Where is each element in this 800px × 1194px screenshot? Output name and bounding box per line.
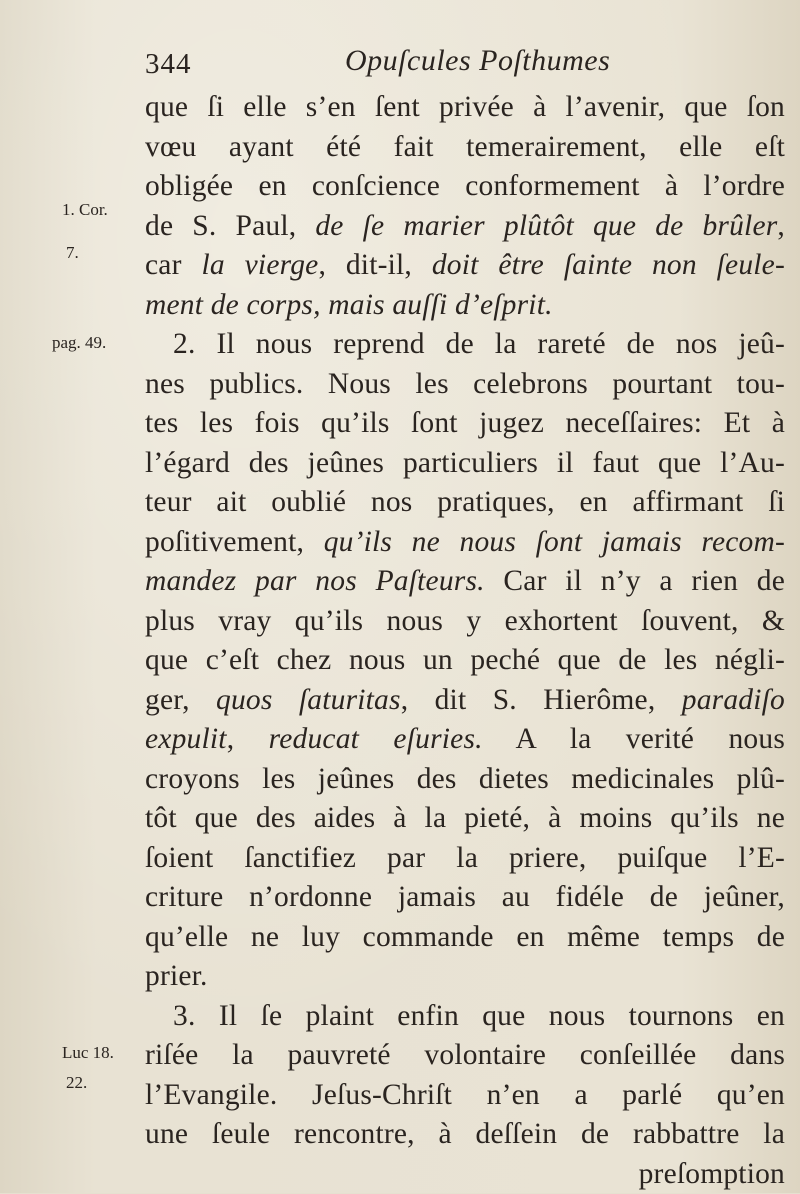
body-text: [145, 88, 785, 1194]
text-line: [145, 167, 785, 207]
text-line: [145, 246, 785, 286]
text-line: [145, 1115, 785, 1155]
text-line: [145, 1155, 785, 1194]
text-line: [145, 681, 785, 721]
italic-segment: quos ſaturitas: [216, 684, 401, 716]
text-segment: ,: [777, 210, 785, 242]
italic-segment: ment de corps, mais auſſi d’eſprit.: [145, 289, 553, 321]
text-line: [145, 918, 785, 958]
text-segment: qu’elle ne luy commande en même temps de: [145, 921, 785, 953]
text-line: [145, 878, 785, 918]
text-line: [145, 444, 785, 484]
italic-segment: reducat eſuries.: [269, 723, 483, 755]
text-segment: A la verité nous: [483, 723, 785, 755]
margin-note-cor-chapter: 7.: [66, 240, 79, 266]
text-line: [145, 483, 785, 523]
text-line: [145, 1036, 785, 1076]
margin-note-luc-verse: 22.: [66, 1070, 87, 1096]
text-segment: 2. Il nous reprend de la rareté de nos jeû-: [173, 328, 785, 360]
text-line: [145, 128, 785, 168]
text-line: [145, 562, 785, 602]
italic-segment: mandez par nos Paſteurs.: [145, 565, 485, 597]
running-title: Opuſcules Poſthumes: [345, 44, 610, 78]
margin-note-cor-ref: 1. Cor.: [62, 197, 108, 223]
text-segment: prier.: [145, 960, 208, 992]
text-segment: , dit S. Hierôme,: [401, 684, 682, 716]
text-segment: nes publics. Nous les celebrons pourtant tou-: [145, 368, 785, 400]
text-segment: tes les fois qu’ils ſont jugez neceſſaires: Et à: [145, 407, 785, 439]
text-line: [145, 365, 785, 405]
text-segment: preſomption: [639, 1158, 785, 1190]
text-segment: une ſeule rencontre, à deſſein de rabbattre la: [145, 1118, 785, 1150]
text-line: [145, 325, 785, 365]
margin-note-luc-ref: Luc 18.: [62, 1040, 114, 1066]
text-segment: que c’eſt chez nous un peché que de les négli-: [145, 644, 785, 676]
italic-segment: doit être ſainte non ſeule-: [432, 249, 785, 281]
text-segment: croyons les jeûnes des dietes medicinales plû-: [145, 763, 785, 795]
text-segment: que ſi elle s’en ſent privée à l’avenir, que ſon: [145, 91, 785, 123]
text-line: [145, 207, 785, 247]
margin-note-pag-ref: pag. 49.: [52, 330, 106, 356]
text-segment: l’égard des jeûnes particuliers il faut que l’Au-: [145, 447, 785, 479]
text-line: [145, 404, 785, 444]
text-line: [145, 88, 785, 128]
italic-segment: paradiſo: [682, 684, 785, 716]
text-segment: l’Evangile. Jeſus-Chriſt n’en a parlé qu’en: [145, 1079, 785, 1111]
text-line: [145, 957, 785, 997]
text-segment: Car il n’y a rien de: [485, 565, 785, 597]
text-segment: teur ait oublié nos pratiques, en affirmant ſi: [145, 486, 785, 518]
italic-segment: expulit: [145, 723, 227, 755]
text-segment: ſoient ſanctifiez par la priere, puiſque l’E-: [145, 842, 785, 874]
text-segment: obligée en conſcience conformement à l’ordre: [145, 170, 785, 202]
text-line: [145, 1076, 785, 1116]
text-line: [145, 286, 785, 326]
italic-segment: qu’ils ne nous ſont jamais recom-: [324, 526, 785, 558]
text-segment: vœu ayant été fait temerairement, elle eſt: [145, 131, 785, 163]
text-segment: criture n’ordonne jamais au fidéle de jeûner,: [145, 881, 785, 913]
text-segment: ,: [227, 723, 269, 755]
text-line: [145, 720, 785, 760]
text-line: [145, 523, 785, 563]
text-segment: car: [145, 249, 201, 281]
page-number: 344: [145, 48, 192, 81]
text-segment: de S. Paul,: [145, 210, 315, 242]
text-line: [145, 839, 785, 879]
text-line: [145, 602, 785, 642]
page-header: [145, 44, 635, 88]
text-segment: plus vray qu’ils nous y exhortent ſouvent, &: [145, 605, 785, 637]
text-segment: ger,: [145, 684, 216, 716]
text-segment: tôt que des aides à la pieté, à moins qu’ils ne: [145, 802, 785, 834]
text-segment: , dit-il,: [318, 249, 431, 281]
text-segment: riſée la pauvreté volontaire conſeillée dans: [145, 1039, 785, 1071]
text-line: [145, 641, 785, 681]
text-line: [145, 799, 785, 839]
text-line: [145, 760, 785, 800]
text-segment: poſitivement,: [145, 526, 324, 558]
italic-segment: de ſe marier plûtôt que de brûler: [315, 210, 777, 242]
italic-segment: la vierge: [201, 249, 318, 281]
text-segment: 3. Il ſe plaint enfin que nous tournons en: [173, 1000, 785, 1032]
text-line: [145, 997, 785, 1037]
